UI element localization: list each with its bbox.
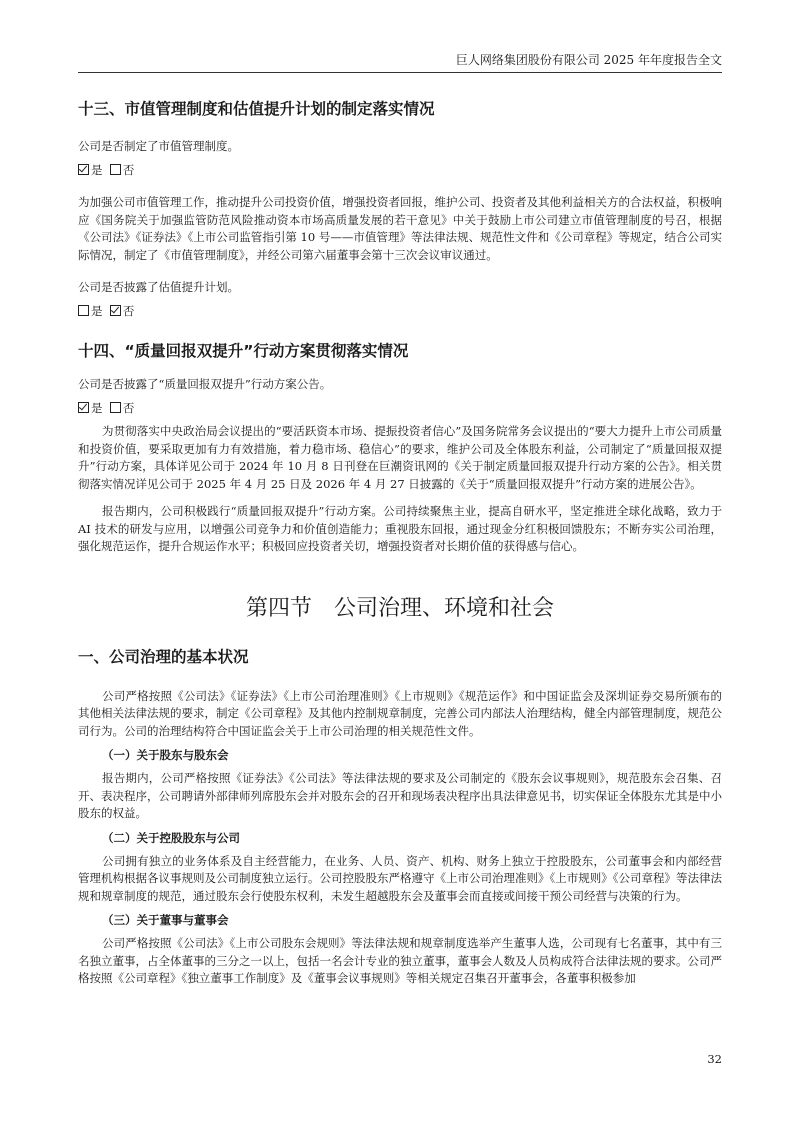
s14-q1-options [78,400,722,418]
s13-question-1: 公司是否制定了市值管理制度。 [78,139,239,153]
report-title: 巨人网络集团股份有限公司 2025 年年度报告全文 [455,53,722,67]
governance-subtitle: 一、公司治理的基本状况 [78,647,249,666]
s13-paragraph-1: 为加强公司市值管理工作，推动提升公司投资价值，增强投资者回报，维护公司、投资者及其他利益相关方的合法权益，积极响应《国务院关于加强监管防范风险推动资本市场高质量发展的若干意见》中关于鼓励上市公司建立市值管理制度的号召，根据《公司法》《证券法》《上市公司监管指引第 10 号——市值管理》等法律法规、规范性文件和《公司章程》等规定，结合公司实际情况，制定了《市值管理制度》，并经公司第六届董事会第十三次会议审议通过。 [78,195,722,262]
checked-checkbox-icon [110,305,121,316]
option-yes-label: 是 [91,400,103,415]
section-13-title: 十三、市值管理制度和估值提升计划的制定落实情况 [78,100,435,118]
option-no-label: 否 [122,162,135,177]
section-14-title: 十四、“质量回报双提升”行动方案贯彻落实情况 [78,342,409,360]
s14-question-1: 公司是否披露了“质量回报双提升”行动方案公告。 [78,377,332,391]
option-no-label: 否 [122,400,135,415]
section-4-title: 第四节 公司治理、环境和社会 [245,595,554,621]
subheading-board: （三）关于董事与董事会 [102,913,229,927]
s13-q2-options [78,303,722,321]
s14-paragraph-2: 报告期内，公司积极践行“质量回报双提升”行动方案。公司持续聚焦主业，提高自研水平，坚定推进全球化战略，致力于 AI 技术的研发与应用，以增强公司竞争力和价值创造能力；重视股东回报，通过现金分红积极回馈股东；不断夯实公司治理，强化规范运作，提升合规运作水平；积极回应投资者关切，增强投资者对长期价值的获得感与信心。 [78,504,722,553]
subheading-controlling-shareholder: （二）关于控股股东与公司 [102,830,240,845]
governance-paragraph: 公司严格按照《公司法》《证券法》《上市公司治理准则》《上市规则》《规范运作》和中国证监会及深圳证券交易所颁布的其他相关法律法规的要求，制定《公司章程》及其他内控制规章制度，完善公司内部法人治理结构，健全内部管理制度，规范公司行为。公司的治理结构符合中国证监会关于上市公司治理的相关规范性文件。 [78,688,722,738]
page-number: 32 [707,1052,722,1066]
empty-checkbox-icon [110,402,121,413]
board-paragraph: 公司严格按照《公司法》《上市公司股东会规则》等法律法规和规章制度选举产生董事人选，公司现有七名董事，其中有三名独立董事，占全体董事的三分之一以上，包括一名会计专业的独立董事，董事会人数及人员构成符合法律法规的要求。公司严格按照《公司章程》《独立董事工作制度》及《董事会议事规则》等相关规定召集召开董事会，各董事积极参加 [78,936,722,985]
page-header [78,48,722,73]
checked-checkbox-icon [78,164,89,175]
page-body [78,98,722,988]
subheading-shareholders: （一）关于股东与股东会 [102,748,229,762]
option-yes-label: 是 [91,303,103,318]
empty-checkbox-icon [110,164,121,175]
s13-q1-options [78,162,722,180]
s14-paragraph-1: 为贯彻落实中央政治局会议提出的“要活跃资本市场、提振投资者信心”及国务院常务会议提出的“要大力提升上市公司质量和投资价值，要采取更加有力有效措施，着力稳市场、稳信心”的要求，维护公司及全体股东利益，公司制定了“质量回报双提升”行动方案，具体详见公司于 2024 年 10 月 8 日刊登在巨潮资讯网的《关于制定质量回报双提升行动方案的公告》。相关贯彻落实情况详见公司于 2025 年 4 月 25 日及 2026 年 4 月 27 日披露的《关于“质量回报双提升”行动方案的进展公告》。 [78,424,722,491]
s13-question-2: 公司是否披露了估值提升计划。 [78,280,239,294]
shareholders-paragraph: 报告期内，公司严格按照《证券法》《公司法》等法律法规的要求及公司制定的《股东会议事规则》，规范股东会召集、召开、表决程序，公司聘请外部律师列席股东会并对股东会的召开和现场表决程序出具法律意见书，切实保证全体股东尤其是中小股东的权益。 [78,771,722,820]
checked-checkbox-icon [78,402,89,413]
option-no-label: 否 [122,303,135,318]
option-yes-label: 是 [91,162,103,177]
empty-checkbox-icon [78,305,89,316]
controlling-shareholder-paragraph: 公司拥有独立的业务体系及自主经营能力，在业务、人员、资产、机构、财务上独立于控股股东，公司董事会和内部经营管理机构根据各议事规则及公司制度独立运行。公司控股股东严格遵守《上市公司治理准则》《上市规则》《公司章程》等法律法规和规章制度的规范，通过股东会行使股东权利，未发生超越股东会及董事会而直接或间接干预公司经营与决策的行为。 [78,853,722,903]
